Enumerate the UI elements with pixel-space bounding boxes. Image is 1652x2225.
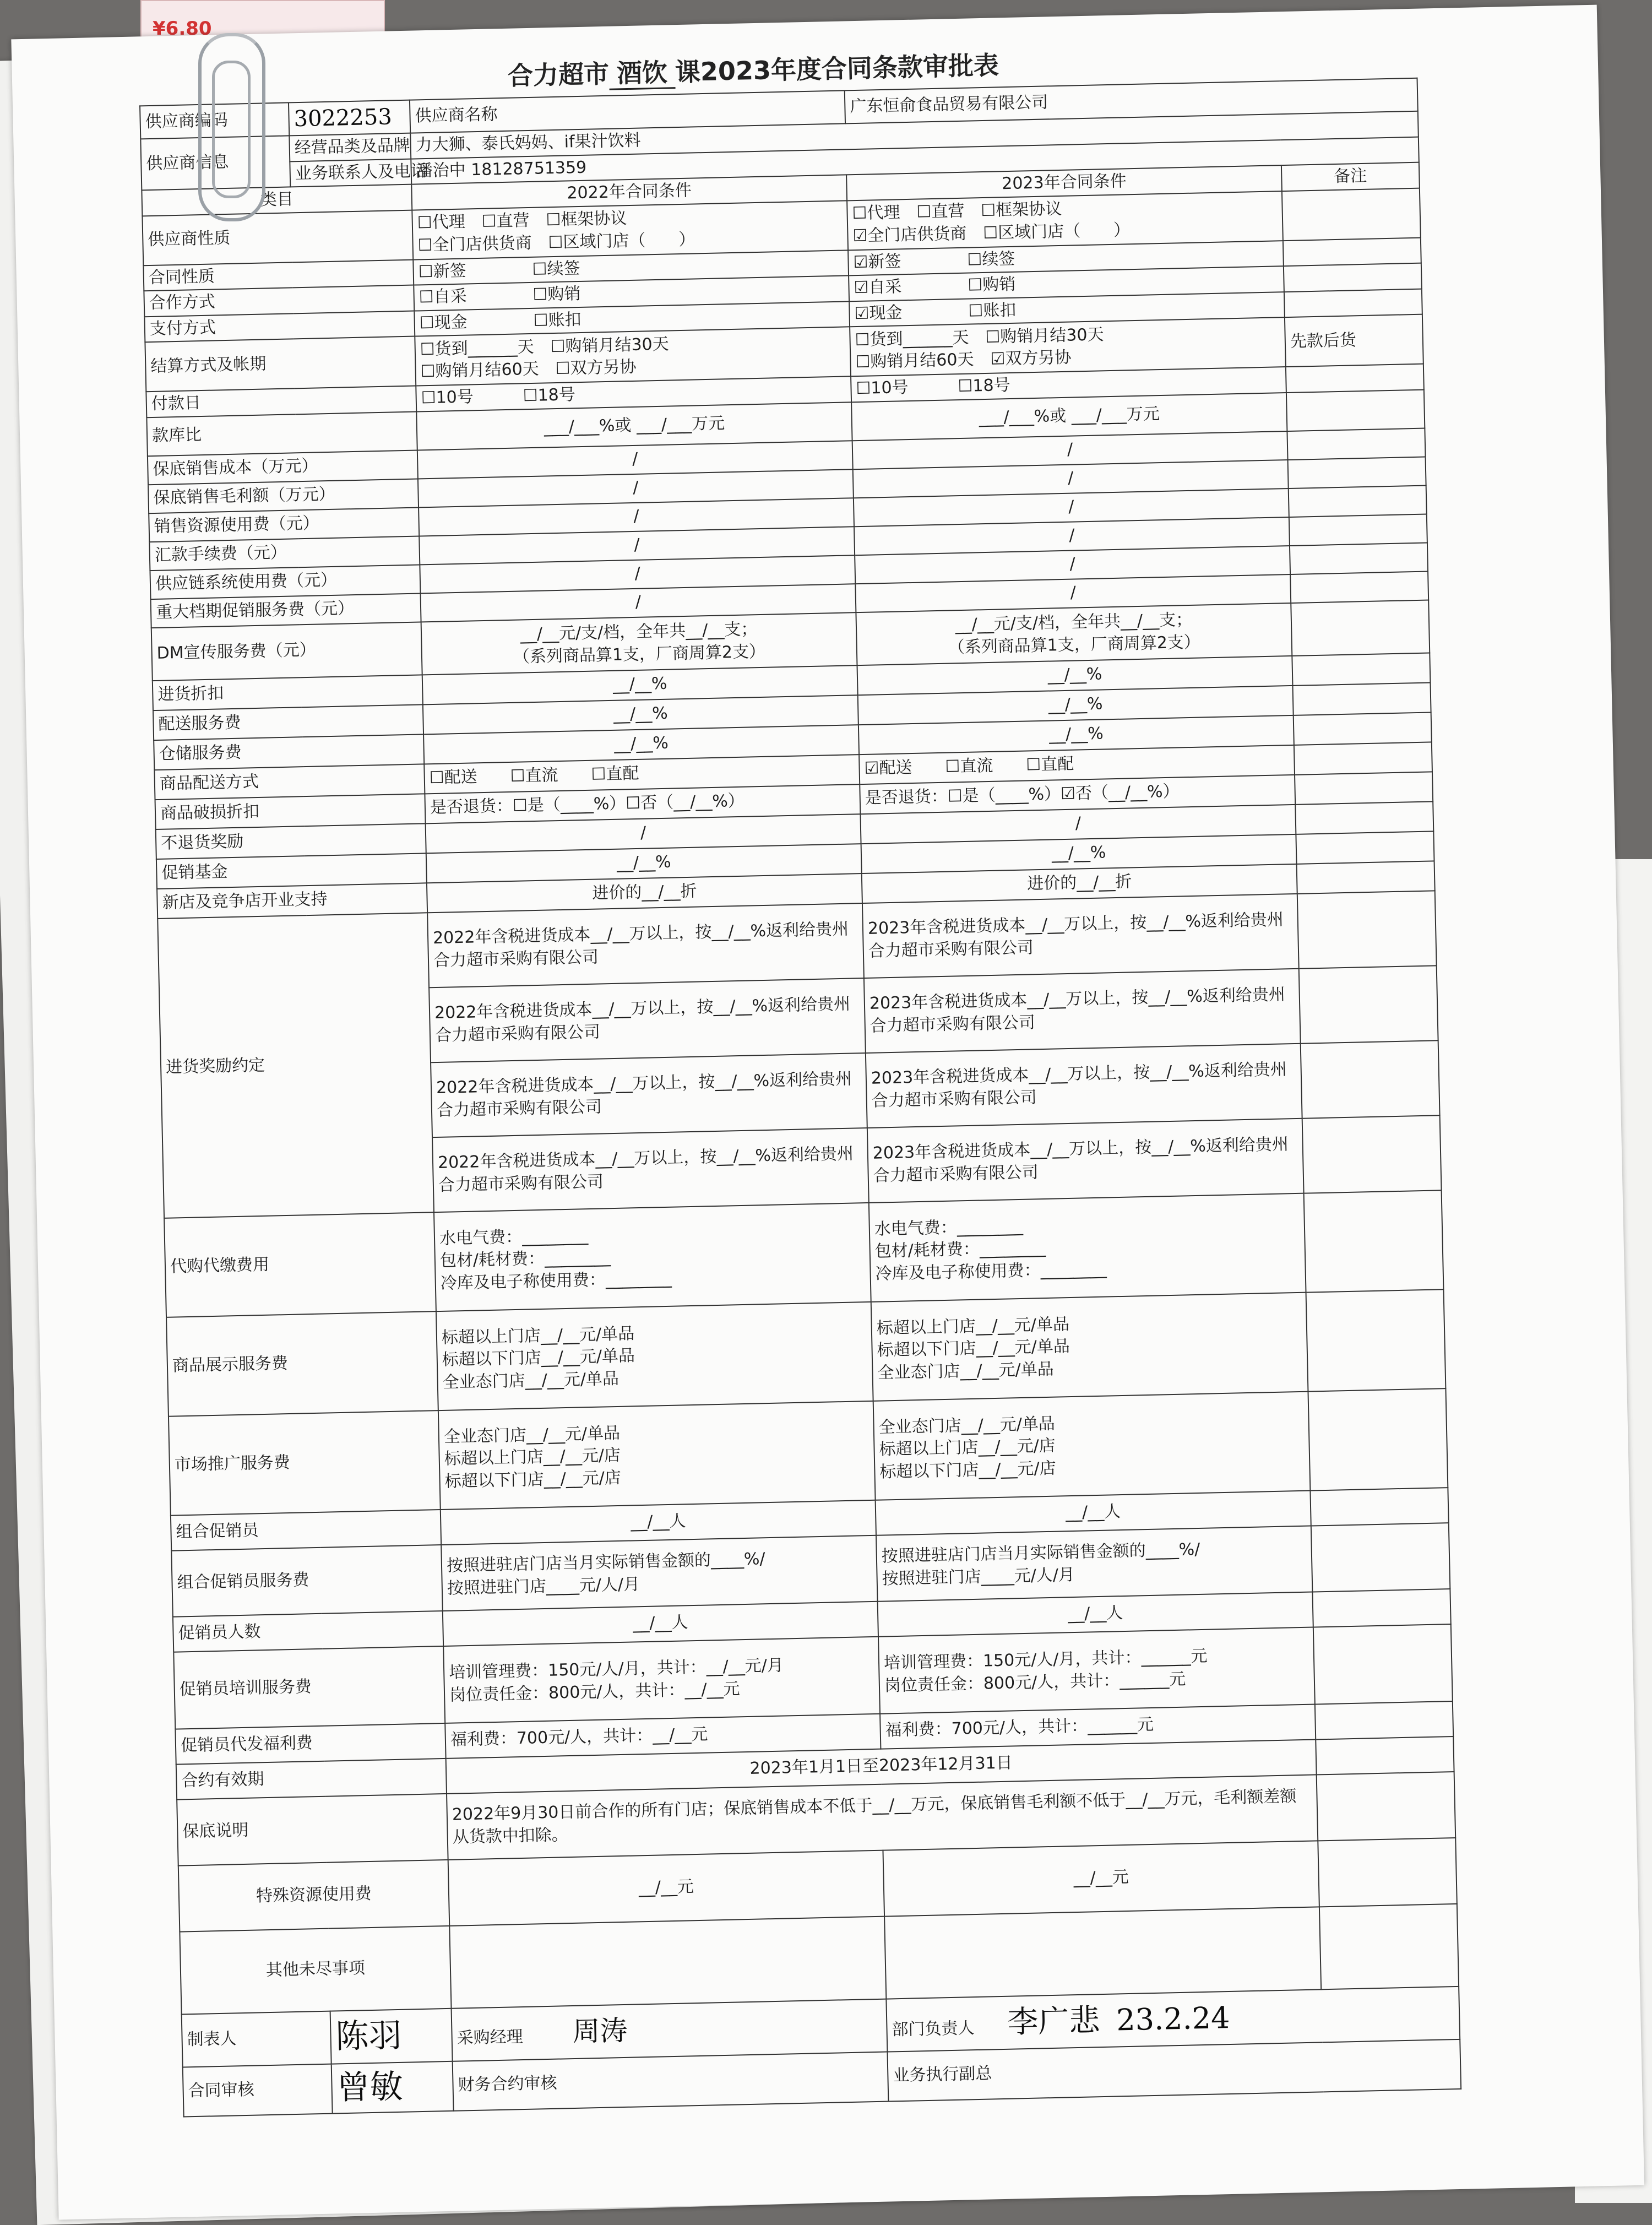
coop-2022: ☐自采 ☐购销 bbox=[414, 275, 849, 311]
review-signature: 曾敏 bbox=[332, 2061, 454, 2113]
pay-note bbox=[1284, 289, 1422, 317]
rebate-2-2022: 2022年含税进货成本__/__万以上，按__/__%返利给贵州合力超市采购有限公司 bbox=[429, 978, 866, 1062]
nature-2022 bbox=[412, 200, 848, 259]
agency-2022-item-2: 冷库及电子称使用费：________ bbox=[440, 1268, 672, 1293]
market-2022 bbox=[438, 1401, 876, 1509]
rebate-label: 进货奖励约定 bbox=[157, 913, 434, 1218]
simple-2-note bbox=[1289, 485, 1427, 517]
newstore-2023: 进价的__/__折 bbox=[862, 864, 1297, 903]
simple-1-2022: / bbox=[418, 469, 854, 507]
combo-fee-2023-line2: 按照进驻门店____元/人/月 bbox=[882, 1565, 1075, 1589]
dm-note bbox=[1291, 600, 1430, 655]
simple-3-2022: / bbox=[419, 527, 855, 565]
welfare-note bbox=[1315, 1701, 1453, 1739]
rebate-1-note bbox=[1297, 891, 1437, 968]
rebate-3-note bbox=[1301, 1040, 1440, 1118]
newstore-label: 新店及竞争店开业支持 bbox=[157, 883, 427, 919]
simple-5-note bbox=[1290, 571, 1428, 603]
settle-label: 结算方式及帐期 bbox=[145, 337, 416, 392]
damage-2022: 是否退货：☐是（____%）☐否（__/__%） bbox=[425, 784, 860, 823]
nature-2023 bbox=[847, 191, 1283, 250]
rebate-3-2022: 2022年含税进货成本__/__万以上，按__/__%返利给贵州合力超市采购有限公司 bbox=[431, 1053, 867, 1137]
settle-2022 bbox=[415, 327, 851, 386]
simple-2-2023: / bbox=[854, 489, 1289, 527]
simple-0-2022: / bbox=[417, 441, 853, 479]
promoter-count-2022: __/__人 bbox=[443, 1601, 878, 1646]
agency-2023-item-0: 水电气费：________ bbox=[874, 1216, 1024, 1239]
dm-2023 bbox=[856, 603, 1292, 665]
settle-2022-line2: ☐购销月结60天 ☐双方另协 bbox=[420, 357, 637, 382]
guarantee-value: 2022年9月30日前合作的所有门店；保底销售成本不低于__/__万元，保底销售毛利额不低于__/__万元，毛利额差额从货款中扣除。 bbox=[447, 1774, 1318, 1859]
pay-2023: ☑现金 ☐账扣 bbox=[849, 292, 1285, 327]
ratio-note bbox=[1286, 389, 1425, 431]
combo-fee-2023-line1: 按照进驻店门店当月实际销售金额的____%/ bbox=[881, 1539, 1200, 1566]
special-note bbox=[1318, 1837, 1457, 1906]
pay-2022: ☐现金 ☐账扣 bbox=[414, 301, 850, 337]
pct-2-2022: __/__% bbox=[423, 725, 859, 764]
delivery-2022: ☐配送 ☐直流 ☐直配 bbox=[424, 755, 860, 794]
training-2023-line2: 岗位责任金：800元/人，共计：______元 bbox=[884, 1669, 1186, 1696]
buy-mgr-label: 采购经理 bbox=[457, 2027, 524, 2048]
nature-label: 供应商性质 bbox=[142, 210, 413, 265]
damage-2023: 是否退货：☐是（____%）☑否（__/__%） bbox=[860, 774, 1295, 813]
delivery-2023: ☑配送 ☐直流 ☐直配 bbox=[859, 745, 1295, 784]
pct-0-2023: __/__% bbox=[857, 655, 1292, 694]
welfare-label: 促销员代发福利费 bbox=[175, 1723, 445, 1764]
pct-1-label: 配送服务费 bbox=[153, 704, 423, 740]
combo-fee-label: 组合促销员服务费 bbox=[171, 1545, 443, 1617]
simple-3-2023: / bbox=[854, 517, 1290, 555]
combo-2022: __/__人 bbox=[441, 1500, 876, 1544]
contract-note bbox=[1283, 237, 1421, 266]
settle-note: 先款后货 bbox=[1285, 314, 1423, 367]
rebate-3-2023: 2023年含税进货成本__/__万以上，按__/__%返利给贵州合力超市采购有限公司 bbox=[866, 1043, 1302, 1127]
agency-2023 bbox=[869, 1193, 1306, 1301]
payday-note bbox=[1286, 364, 1424, 393]
simple-4-note bbox=[1290, 542, 1428, 574]
approval-form-sheet bbox=[11, 5, 1644, 2220]
validity-note bbox=[1316, 1736, 1454, 1774]
settle-2022-line1: ☐货到______天 ☐购销月结30天 bbox=[420, 334, 670, 359]
combo-fee-2022 bbox=[441, 1535, 877, 1610]
noreturn-label: 不退货奖励 bbox=[156, 823, 426, 859]
simple-4-2022: / bbox=[420, 555, 855, 593]
special-label: 特殊资源使用费 bbox=[178, 1859, 450, 1931]
market-2023-item-0: 全业态门店__/__元/单品 bbox=[878, 1414, 1056, 1437]
supplier-name-label: 供应商名称 bbox=[410, 90, 845, 133]
nature-2022-line1: ☐代理 ☐直营 ☐框架协议 bbox=[417, 209, 627, 233]
promoter-count-note bbox=[1312, 1589, 1450, 1627]
agency-note bbox=[1304, 1190, 1444, 1292]
payday-2022: ☐10号 ☐18号 bbox=[416, 376, 851, 411]
market-label: 市场推广服务费 bbox=[169, 1410, 441, 1516]
paper-clip-inner bbox=[212, 61, 251, 198]
settle-2023-line2: ☐购销月结60天 ☑双方另协 bbox=[855, 348, 1072, 372]
agency-2023-item-1: 包材/耗材费：________ bbox=[874, 1238, 1046, 1261]
nature-2023-line1: ☐代理 ☐直营 ☐框架协议 bbox=[852, 199, 1062, 224]
combo-note bbox=[1310, 1488, 1448, 1526]
training-label: 促销员培训服务费 bbox=[173, 1646, 445, 1729]
pct-0-label: 进货折扣 bbox=[153, 675, 423, 710]
combo-fee-2022-line1: 按照进驻店门店当月实际销售金额的____%/ bbox=[446, 1549, 765, 1576]
other-note bbox=[1319, 1903, 1459, 1989]
combo-label: 组合促销员 bbox=[171, 1510, 441, 1551]
review-label: 合同审核 bbox=[183, 2064, 333, 2117]
market-2023-item-1: 标超以上门店__/__元/店 bbox=[879, 1436, 1056, 1459]
dm-label: DM宣传服务费（元） bbox=[151, 622, 422, 681]
header-2022: 2022年合同条件 bbox=[411, 175, 847, 210]
ratio-2023: ___/___%或 ___/___万元 bbox=[851, 393, 1287, 441]
validity-label: 合约有效期 bbox=[176, 1758, 447, 1799]
market-2022-item-2: 标超以下门店__/__元/店 bbox=[444, 1468, 622, 1491]
pct-0-note bbox=[1292, 653, 1430, 685]
combo-2023: __/__人 bbox=[876, 1490, 1311, 1535]
noreturn-2022: / bbox=[426, 814, 861, 853]
pct-2-label: 仓储服务费 bbox=[154, 734, 424, 770]
supplier-code-value: 3022253 bbox=[289, 100, 410, 136]
contract-2023: ☑新签 ☐续签 bbox=[848, 241, 1284, 276]
payday-label: 付款日 bbox=[146, 386, 416, 417]
training-note bbox=[1313, 1624, 1453, 1704]
other-2022 bbox=[449, 1916, 886, 2008]
simple-3-label: 汇款手续费（元） bbox=[149, 536, 420, 571]
simple-1-2023: / bbox=[853, 460, 1289, 498]
agency-2022-item-0: 水电气费：________ bbox=[439, 1225, 589, 1249]
market-2023 bbox=[873, 1391, 1311, 1500]
dm-2023-line1: __/__元/支/档，全年共__/__支； bbox=[955, 610, 1193, 635]
combo-fee-2022-line2: 按照进驻门店____元/人/月 bbox=[447, 1574, 640, 1598]
contact-label: 业务联系人及电话 bbox=[290, 159, 411, 187]
ratio-label: 款库比 bbox=[146, 411, 417, 456]
simple-4-2023: / bbox=[855, 545, 1290, 583]
welfare-2022: 福利费：700元/人，共计：__/__元 bbox=[445, 1713, 881, 1758]
training-2022-line1: 培训管理费：150元/人/月，共计：__/__元/月 bbox=[448, 1656, 784, 1683]
title-suffix: 课2023年度合同条款审批表 bbox=[675, 50, 999, 88]
rebate-2-2023: 2023年含税进货成本__/__万以上，按__/__%返利给贵州合力超市采购有限公司 bbox=[864, 968, 1301, 1052]
damage-label: 商品破损折扣 bbox=[155, 794, 426, 829]
coop-note bbox=[1284, 263, 1422, 292]
brand-value: 力大狮、泰氏妈妈、if果汁饮料 bbox=[410, 111, 1419, 159]
validity-value: 2023年1月1日至2023年12月31日 bbox=[446, 1739, 1317, 1793]
promo-fund-label: 促销基金 bbox=[156, 853, 427, 889]
pct-0-2022: __/__% bbox=[422, 665, 858, 704]
delivery-note bbox=[1294, 742, 1432, 774]
page-title bbox=[507, 45, 999, 92]
rebate-2-note bbox=[1299, 965, 1438, 1043]
settle-2023 bbox=[850, 317, 1286, 376]
damage-note bbox=[1295, 772, 1433, 804]
market-2022-item-1: 标超以上门店__/__元/店 bbox=[444, 1446, 621, 1469]
simple-2-label: 销售资源使用费（元） bbox=[149, 507, 419, 542]
display-note bbox=[1306, 1289, 1446, 1391]
maker-label: 制表人 bbox=[182, 2011, 332, 2067]
simple-0-note bbox=[1287, 428, 1425, 459]
rebate-1-2022: 2022年含税进货成本__/__万以上，按__/__%返利给贵州合力超市采购有限公司 bbox=[427, 903, 864, 987]
contract-label: 合同性质 bbox=[143, 259, 414, 291]
simple-1-note bbox=[1288, 457, 1426, 488]
simple-4-label: 供应链系统使用费（元） bbox=[150, 565, 420, 599]
simple-3-note bbox=[1289, 514, 1427, 545]
market-note bbox=[1308, 1388, 1448, 1490]
title-prefix: 合力超市 bbox=[507, 58, 610, 91]
price-text: ¥6.80 bbox=[153, 18, 212, 40]
display-2023-item-1: 标超以下门店__/__元/单品 bbox=[877, 1337, 1070, 1360]
newstore-note bbox=[1297, 861, 1435, 893]
dm-2022 bbox=[421, 612, 857, 675]
display-2022-item-2: 全业态门店__/__元/单品 bbox=[442, 1369, 620, 1392]
nature-2023-line2: ☑全门店供货商 ☐区域门店（ ） bbox=[852, 220, 1131, 246]
approval-table bbox=[139, 78, 1461, 2117]
buy-mgr-cell bbox=[452, 1999, 888, 2061]
dm-2022-line2: （系列商品算1支，厂商周算2支） bbox=[513, 642, 766, 667]
display-label: 商品展示服务费 bbox=[166, 1311, 438, 1417]
simple-1-label: 保底销售毛利额（万元） bbox=[148, 479, 419, 513]
combo-fee-2023 bbox=[876, 1526, 1312, 1601]
header-note: 备注 bbox=[1281, 162, 1420, 191]
display-2022 bbox=[436, 1301, 873, 1410]
pay-label: 支付方式 bbox=[144, 311, 415, 342]
promo-fund-2023: __/__% bbox=[861, 834, 1297, 873]
pct-1-note bbox=[1292, 682, 1431, 715]
agency-2022-item-1: 包材/耗材费：________ bbox=[439, 1247, 611, 1271]
rebate-4-2022: 2022年含税进货成本__/__万以上，按__/__%返利给贵州合力超市采购有限公司 bbox=[432, 1127, 869, 1212]
rebate-4-note bbox=[1302, 1115, 1442, 1193]
supplier-code-label: 供应商编码 bbox=[140, 102, 289, 139]
market-2023-item-2: 标超以下门店__/__元/店 bbox=[879, 1458, 1056, 1482]
maker-signature: 陈羽 bbox=[330, 2008, 453, 2064]
buy-mgr-signature: 周涛 bbox=[572, 2014, 628, 2048]
training-2022-line2: 岗位责任金：800元/人，共计：__/__元 bbox=[449, 1679, 740, 1705]
supplier-name-value: 广东恒俞食品贸易有限公司 bbox=[845, 78, 1418, 124]
header-item: 类目 bbox=[142, 184, 412, 216]
special-2023: __/__元 bbox=[883, 1841, 1319, 1916]
sign-date: 23.2.24 bbox=[1116, 2000, 1231, 2038]
pct-2-2023: __/__% bbox=[858, 715, 1294, 754]
guarantee-label: 保底说明 bbox=[177, 1793, 448, 1865]
simple-0-label: 保底销售成本（万元） bbox=[148, 450, 418, 485]
guarantee-note bbox=[1317, 1772, 1456, 1841]
vp-label: 业务执行副总 bbox=[887, 2039, 1461, 2101]
brand-label: 经营品类及品牌 bbox=[289, 133, 411, 161]
finance-label: 财务合约审核 bbox=[453, 2052, 889, 2110]
ratio-2022: ___/___%或 ___/___万元 bbox=[416, 402, 852, 450]
training-2023 bbox=[878, 1627, 1315, 1713]
agency-2023-item-2: 冷库及电子称使用费：________ bbox=[875, 1259, 1107, 1284]
delivery-label: 商品配送方式 bbox=[154, 764, 425, 800]
special-2022: __/__元 bbox=[448, 1850, 884, 1925]
simple-5-2022: / bbox=[420, 584, 856, 622]
promo-fund-2022: __/__% bbox=[426, 844, 862, 883]
payday-2023: ☐10号 ☐18号 bbox=[851, 367, 1286, 402]
other-label: 其他未尽事项 bbox=[180, 1925, 451, 2014]
promoter-count-label: 促销员人数 bbox=[173, 1611, 443, 1652]
noreturn-note bbox=[1295, 801, 1433, 834]
pct-1-2022: __/__% bbox=[423, 695, 858, 734]
dm-2023-line2: （系列商品算1支，厂商周算2支） bbox=[948, 632, 1201, 658]
promo-fund-note bbox=[1296, 831, 1434, 864]
other-2023 bbox=[884, 1907, 1321, 1999]
noreturn-2023: / bbox=[860, 804, 1296, 843]
newstore-2022: 进价的__/__折 bbox=[427, 873, 862, 913]
coop-2023: ☑自采 ☐购销 bbox=[849, 266, 1284, 301]
dm-2022-line1: __/__元/支/档，全年共__/__支； bbox=[520, 620, 758, 644]
coop-label: 合作方式 bbox=[144, 285, 414, 317]
display-2023-item-0: 标超以上门店__/__元/单品 bbox=[876, 1314, 1070, 1338]
simple-5-label: 重大档期促销服务费（元） bbox=[151, 593, 421, 628]
dept-head-signature: 李广悲 bbox=[1007, 2002, 1100, 2041]
simple-0-2023: / bbox=[852, 431, 1288, 469]
pct-1-2023: __/__% bbox=[858, 685, 1294, 724]
display-2022-item-0: 标超以上门店__/__元/单品 bbox=[441, 1324, 635, 1348]
pct-2-note bbox=[1294, 712, 1432, 745]
agency-2022 bbox=[434, 1202, 871, 1311]
nature-2022-line2: ☐全门店供货商 ☐区域门店（ ） bbox=[417, 229, 695, 255]
simple-5-2023: / bbox=[855, 574, 1291, 612]
supplier-info-label: 供应商信息 bbox=[140, 135, 290, 190]
display-2022-item-1: 标超以下门店__/__元/单品 bbox=[442, 1346, 635, 1370]
promoter-count-2023: __/__人 bbox=[878, 1592, 1313, 1636]
rebate-4-2023: 2023年含税进货成本__/__万以上，按__/__%返利给贵州合力超市采购有限公司 bbox=[867, 1118, 1304, 1202]
dept-head-label: 部门负责人 bbox=[892, 2018, 975, 2040]
market-2022-item-0: 全业态门店__/__元/单品 bbox=[443, 1423, 621, 1447]
contact-value: 潘治中 18128751359 bbox=[411, 137, 1419, 184]
simple-2-2022: / bbox=[419, 498, 854, 536]
contract-2022: ☐新签 ☐续签 bbox=[413, 250, 849, 285]
title-dept: 酒饮 bbox=[608, 57, 675, 90]
training-2022 bbox=[443, 1636, 880, 1723]
nature-note bbox=[1282, 188, 1421, 240]
training-2023-line1: 培训管理费：150元/人/月，共计：______元 bbox=[883, 1646, 1208, 1673]
agency-label: 代购代缴费用 bbox=[164, 1212, 436, 1317]
header-2023: 2023年合同条件 bbox=[846, 165, 1282, 200]
display-2023-item-2: 全业态门店__/__元/单品 bbox=[877, 1359, 1055, 1383]
combo-fee-note bbox=[1311, 1523, 1450, 1592]
settle-2023-line1: ☐货到______天 ☐购销月结30天 bbox=[855, 324, 1104, 350]
rebate-1-2023: 2023年含税进货成本__/__万以上，按__/__%返利给贵州合力超市采购有限公司 bbox=[862, 893, 1299, 978]
display-2023 bbox=[871, 1292, 1308, 1401]
welfare-2023: 福利费：700元/人，共计：______元 bbox=[880, 1704, 1316, 1749]
